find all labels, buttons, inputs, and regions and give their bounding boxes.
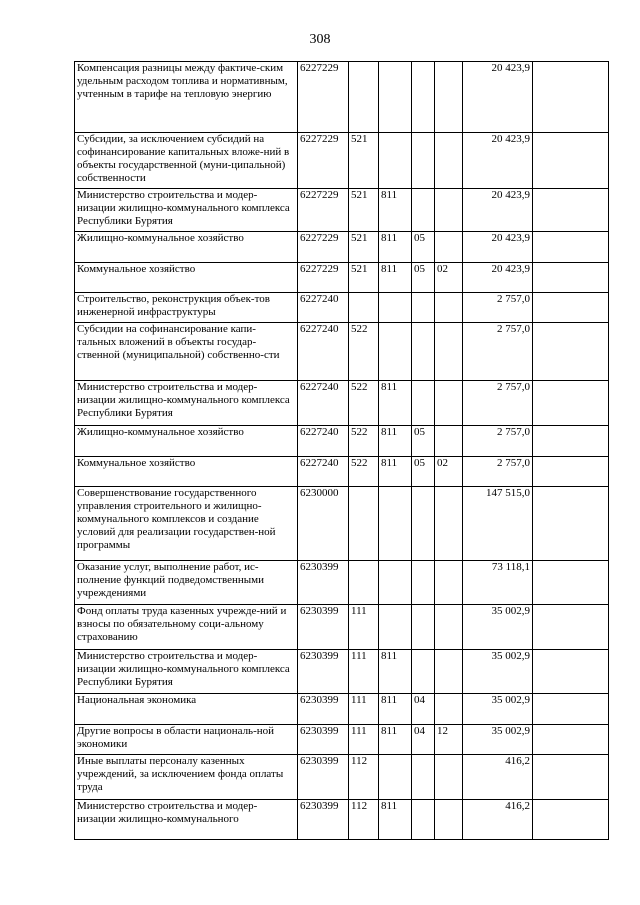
row-name: Другие вопросы в области националь-ной экономики — [75, 725, 298, 755]
target-article-code: 6227240 — [298, 323, 349, 381]
administrator-code: 811 — [379, 232, 412, 263]
expense-type-code: 521 — [349, 263, 379, 293]
amount: 35 002,9 — [463, 650, 533, 694]
target-article-code: 6230399 — [298, 755, 349, 800]
section-code — [412, 323, 435, 381]
amount: 35 002,9 — [463, 725, 533, 755]
amount: 35 002,9 — [463, 605, 533, 650]
section-code — [412, 62, 435, 133]
amount: 20 423,9 — [463, 232, 533, 263]
administrator-code: 811 — [379, 694, 412, 725]
subsection-code — [435, 232, 463, 263]
administrator-code — [379, 755, 412, 800]
empty-cell — [533, 323, 609, 381]
expense-type-code — [349, 293, 379, 323]
subsection-code — [435, 650, 463, 694]
section-code: 05 — [412, 457, 435, 487]
empty-cell — [533, 62, 609, 133]
expense-type-code: 522 — [349, 381, 379, 426]
section-code — [412, 381, 435, 426]
empty-cell — [533, 133, 609, 189]
row-name: Фонд оплаты труда казенных учрежде-ний и взносы по обязательному соци-альному страхованию — [75, 605, 298, 650]
amount: 147 515,0 — [463, 487, 533, 561]
empty-cell — [533, 293, 609, 323]
amount: 20 423,9 — [463, 263, 533, 293]
table-row — [75, 605, 609, 650]
table-row — [75, 189, 609, 232]
empty-cell — [533, 605, 609, 650]
subsection-code — [435, 189, 463, 232]
row-name: Компенсация разницы между фактиче-ским удельным расходом топлива и нормативным, учтенным в тарифе на тепловую энергию — [75, 62, 298, 133]
expense-type-code: 111 — [349, 725, 379, 755]
row-name: Министерство строительства и модер-низации жилищно-коммунального комплекса Республики Бурятия — [75, 381, 298, 426]
target-article-code: 6230399 — [298, 694, 349, 725]
target-article-code: 6230399 — [298, 800, 349, 840]
row-name: Министерство строительства и модер-низации жилищно-коммунального комплекса Республики Бурятия — [75, 189, 298, 232]
section-code: 05 — [412, 263, 435, 293]
table-row — [75, 487, 609, 561]
expense-type-code: 522 — [349, 457, 379, 487]
administrator-code: 811 — [379, 725, 412, 755]
row-name: Министерство строительства и модер-низации жилищно-коммунального — [75, 800, 298, 840]
administrator-code — [379, 293, 412, 323]
target-article-code: 6227229 — [298, 232, 349, 263]
expense-type-code — [349, 487, 379, 561]
expense-type-code: 111 — [349, 650, 379, 694]
section-code: 04 — [412, 694, 435, 725]
subsection-code — [435, 426, 463, 457]
subsection-code — [435, 293, 463, 323]
empty-cell — [533, 694, 609, 725]
empty-cell — [533, 189, 609, 232]
expense-type-code — [349, 62, 379, 133]
table-row — [75, 725, 609, 755]
row-name: Субсидии на софинансирование капи-тальных вложений в объекты государ-ственной (муниципальной) собственно-сти — [75, 323, 298, 381]
amount: 2 757,0 — [463, 381, 533, 426]
row-name: Жилищно-коммунальное хозяйство — [75, 426, 298, 457]
target-article-code: 6230399 — [298, 725, 349, 755]
administrator-code: 811 — [379, 189, 412, 232]
amount: 2 757,0 — [463, 293, 533, 323]
expense-type-code: 521 — [349, 133, 379, 189]
administrator-code — [379, 323, 412, 381]
row-name: Министерство строительства и модер-низации жилищно-коммунального комплекса Республики Бурятия — [75, 650, 298, 694]
page-number: 308 — [309, 32, 331, 47]
row-name: Коммунальное хозяйство — [75, 263, 298, 293]
target-article-code: 6227240 — [298, 381, 349, 426]
table-row — [75, 755, 609, 800]
row-name: Строительство, реконструкция объек-тов инженерной инфраструктуры — [75, 293, 298, 323]
empty-cell — [533, 381, 609, 426]
amount: 35 002,9 — [463, 694, 533, 725]
row-name: Жилищно-коммунальное хозяйство — [75, 232, 298, 263]
empty-cell — [533, 725, 609, 755]
table-row — [75, 133, 609, 189]
section-code: 05 — [412, 426, 435, 457]
row-name: Совершенствование государственного управления строительного и жилищно-коммунального комплексов и создание условий для реализации государствен-ной программы — [75, 487, 298, 561]
table-row — [75, 694, 609, 725]
administrator-code: 811 — [379, 650, 412, 694]
budget-table — [74, 61, 609, 840]
section-code — [412, 487, 435, 561]
subsection-code: 02 — [435, 263, 463, 293]
section-code — [412, 561, 435, 605]
target-article-code: 6227229 — [298, 62, 349, 133]
row-name: Иные выплаты персоналу казенных учреждений, за исключением фонда оплаты труда — [75, 755, 298, 800]
section-code — [412, 605, 435, 650]
administrator-code: 811 — [379, 457, 412, 487]
empty-cell — [533, 487, 609, 561]
expense-type-code: 522 — [349, 426, 379, 457]
empty-cell — [533, 426, 609, 457]
target-article-code: 6230399 — [298, 605, 349, 650]
table-row — [75, 263, 609, 293]
empty-cell — [533, 561, 609, 605]
expense-type-code: 112 — [349, 800, 379, 840]
expense-type-code: 111 — [349, 694, 379, 725]
target-article-code: 6227229 — [298, 189, 349, 232]
target-article-code: 6227229 — [298, 133, 349, 189]
administrator-code — [379, 561, 412, 605]
empty-cell — [533, 232, 609, 263]
empty-cell — [533, 457, 609, 487]
expense-type-code: 521 — [349, 189, 379, 232]
subsection-code — [435, 381, 463, 426]
administrator-code — [379, 605, 412, 650]
administrator-code — [379, 487, 412, 561]
section-code — [412, 189, 435, 232]
subsection-code — [435, 605, 463, 650]
amount: 2 757,0 — [463, 426, 533, 457]
administrator-code — [379, 133, 412, 189]
table-row — [75, 650, 609, 694]
subsection-code: 12 — [435, 725, 463, 755]
subsection-code — [435, 323, 463, 381]
amount: 20 423,9 — [463, 133, 533, 189]
subsection-code — [435, 62, 463, 133]
subsection-code — [435, 694, 463, 725]
target-article-code: 6227240 — [298, 426, 349, 457]
target-article-code: 6227229 — [298, 263, 349, 293]
administrator-code — [379, 62, 412, 133]
amount: 73 118,1 — [463, 561, 533, 605]
subsection-code — [435, 755, 463, 800]
expense-type-code — [349, 561, 379, 605]
target-article-code: 6230000 — [298, 487, 349, 561]
expense-type-code: 522 — [349, 323, 379, 381]
empty-cell — [533, 263, 609, 293]
subsection-code — [435, 561, 463, 605]
row-name: Субсидии, за исключением субсидий на софинансирование капитальных вложе-ний в объекты государственной (муни-ципальной) собственности — [75, 133, 298, 189]
amount: 20 423,9 — [463, 189, 533, 232]
section-code: 05 — [412, 232, 435, 263]
empty-cell — [533, 650, 609, 694]
subsection-code: 02 — [435, 457, 463, 487]
amount: 416,2 — [463, 755, 533, 800]
amount: 416,2 — [463, 800, 533, 840]
target-article-code: 6230399 — [298, 650, 349, 694]
target-article-code: 6230399 — [298, 561, 349, 605]
section-code — [412, 293, 435, 323]
expense-type-code: 521 — [349, 232, 379, 263]
amount: 2 757,0 — [463, 323, 533, 381]
section-code — [412, 800, 435, 840]
table-row — [75, 800, 609, 840]
amount: 20 423,9 — [463, 62, 533, 133]
table-row — [75, 426, 609, 457]
empty-cell — [533, 800, 609, 840]
empty-cell — [533, 755, 609, 800]
administrator-code: 811 — [379, 381, 412, 426]
target-article-code: 6227240 — [298, 293, 349, 323]
expense-type-code: 111 — [349, 605, 379, 650]
row-name: Коммунальное хозяйство — [75, 457, 298, 487]
section-code — [412, 133, 435, 189]
table-row — [75, 381, 609, 426]
table-row — [75, 293, 609, 323]
table-row — [75, 323, 609, 381]
administrator-code: 811 — [379, 263, 412, 293]
table-row — [75, 561, 609, 605]
section-code — [412, 650, 435, 694]
expense-type-code: 112 — [349, 755, 379, 800]
row-name: Национальная экономика — [75, 694, 298, 725]
table-row — [75, 232, 609, 263]
section-code: 04 — [412, 725, 435, 755]
administrator-code: 811 — [379, 800, 412, 840]
subsection-code — [435, 133, 463, 189]
table-row — [75, 457, 609, 487]
target-article-code: 6227240 — [298, 457, 349, 487]
section-code — [412, 755, 435, 800]
row-name: Оказание услуг, выполнение работ, ис-полнение функций подведомственными учреждениями — [75, 561, 298, 605]
administrator-code: 811 — [379, 426, 412, 457]
subsection-code — [435, 487, 463, 561]
table-row — [75, 62, 609, 133]
amount: 2 757,0 — [463, 457, 533, 487]
subsection-code — [435, 800, 463, 840]
